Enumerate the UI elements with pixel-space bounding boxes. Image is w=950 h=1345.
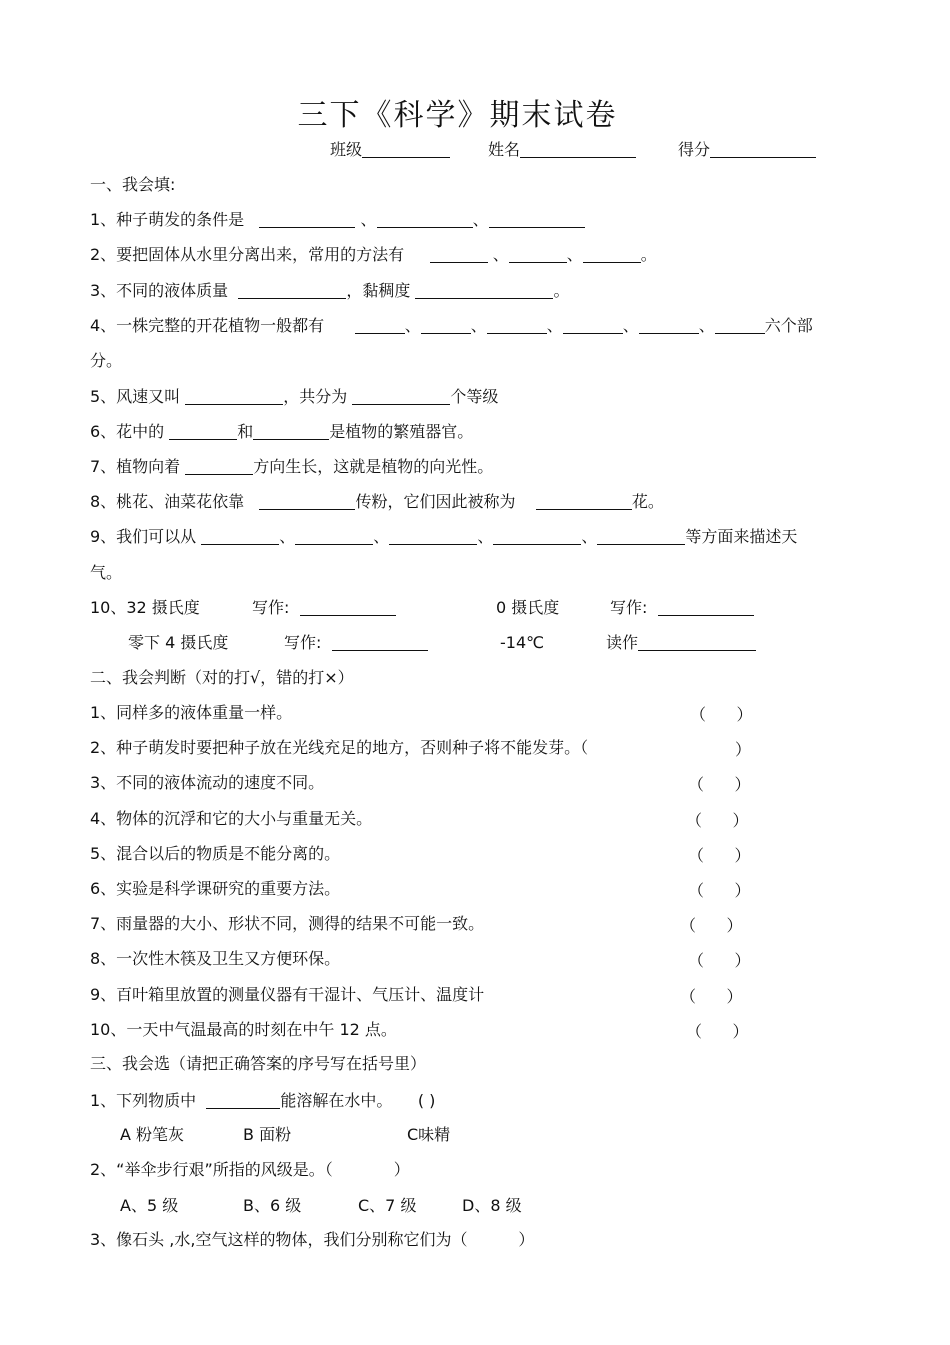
judge-item-3: 3、不同的液体流动的速度不同。 [90,773,325,792]
choice-2-option-c[interactable]: C、7 级 [358,1196,417,1215]
choice-question-2: 2、“举伞步行艰”所指的风级是。（ ） [90,1160,410,1179]
answer-blank[interactable] [493,528,581,545]
answer-blank[interactable] [377,211,473,228]
fill-question-3: 3、不同的液体质量 ，黏稠度 。 [90,281,570,300]
choice-2-option-a[interactable]: A、5 级 [120,1196,179,1215]
choice-2-option-b[interactable]: B、6 级 [243,1196,302,1215]
answer-blank[interactable] [415,282,553,299]
fill-question-9: 9、我们可以从 、 、 、 、 等方面来描述天 [90,527,798,546]
answer-blank[interactable] [355,317,405,334]
judge-item-5: 5、混合以后的物质是不能分离的。 [90,844,341,863]
judge-answer-1[interactable]: （ ） [690,705,753,724]
choice-1-option-c[interactable]: C味精 [407,1125,451,1144]
judge-answer-9[interactable]: （ ） [680,987,743,1006]
judge-answer-3[interactable]: （ ） [688,775,751,794]
fill-question-6: 6、花中的 和 是植物的繁殖器官。 [90,422,474,441]
answer-blank[interactable] [206,1092,280,1109]
answer-blank[interactable] [536,493,632,510]
score-field [678,139,816,161]
score-blank[interactable] [710,141,816,158]
class-field [330,139,450,161]
judge-answer-5[interactable]: （ ） [688,846,751,865]
section-heading-judge: 二、我会判断（对的打√，错的打×） [90,668,354,687]
fill-question-1: 1、种子萌发的条件是 、 、 [90,209,585,231]
judge-answer-6[interactable]: （ ） [688,881,751,900]
answer-blank[interactable] [509,246,567,263]
judge-item-1: 1、同样多的液体重量一样。 [90,703,293,722]
fill-question-7: 7、植物向着 方向生长，这就是植物的向光性。 [90,457,494,476]
fill-question-2: 2、要把固体从水里分离出来，常用的方法有 、 、 。 [90,245,657,264]
fill-question-4: 4、一株完整的开花植物一般都有 、 、 、 、 、 六个部 [90,316,813,335]
class-label: 班级 [330,140,363,159]
choice-1-option-b[interactable]: B 面粉 [243,1125,292,1144]
section-heading-fill: 一、我会填: [90,175,176,194]
answer-blank[interactable] [715,317,765,334]
judge-item-6: 6、实验是科学课研究的重要方法。 [90,879,341,898]
answer-blank[interactable] [300,599,396,616]
answer-blank[interactable] [658,599,754,616]
judge-item-7: 7、雨量器的大小、形状不同，测得的结果不可能一致。 [90,914,485,933]
choice-answer-1[interactable]: ( ) [417,1091,436,1110]
judge-item-10: 10、一天中气温最高的时刻在中午 12 点。 [90,1020,397,1039]
temp-c-label: 零下 4 摄氏度 [128,633,229,652]
name-field [488,139,636,161]
choice-question-1: 1、下列物质中 能溶解在水中。 ( ) [90,1091,436,1110]
section-heading-choice: 三、我会选（请把正确答案的序号写在括号里） [90,1054,427,1073]
answer-blank[interactable] [597,528,685,545]
score-label: 得分 [678,140,711,159]
answer-blank[interactable] [639,317,699,334]
answer-blank[interactable] [169,423,237,440]
answer-blank[interactable] [563,317,623,334]
answer-blank[interactable] [583,246,641,263]
answer-blank[interactable] [638,634,756,651]
judge-answer-10[interactable]: （ ） [686,1022,749,1041]
judge-item-9: 9、百叶箱里放置的测量仪器有干湿计、气压计、温度计 [90,985,485,1004]
answer-blank[interactable] [389,528,477,545]
fill-question-8: 8、桃花、油菜花依靠 传粉，它们因此被称为 花。 [90,492,664,511]
answer-blank[interactable] [259,493,355,510]
class-blank[interactable] [362,141,450,158]
judge-item-2: 2、种子萌发时要把种子放在光线充足的地方，否则种子将不能发芽。（ [90,738,589,757]
choice-answer-3[interactable]: ） [518,1230,535,1249]
fill-question-4-cont: 分。 [90,351,123,370]
answer-blank[interactable] [201,528,279,545]
temp-b-write: 写作: [610,597,754,619]
answer-blank[interactable] [295,528,373,545]
answer-blank[interactable] [185,388,283,405]
judge-answer-8[interactable]: （ ） [688,951,751,970]
fill-question-9-cont: 气。 [90,563,123,582]
judge-answer-2[interactable]: ） [735,740,752,759]
choice-2-option-d[interactable]: D、8 级 [462,1196,522,1215]
temp-b-label: 0 摄氏度 [496,598,560,617]
answer-blank[interactable] [352,388,450,405]
judge-item-4: 4、物体的沉浮和它的大小与重量无关。 [90,809,373,828]
temp-c-write: 写作: [284,632,428,654]
answer-blank[interactable] [430,246,488,263]
temp-d-read: 读作 [606,632,756,654]
judge-answer-4[interactable]: （ ） [686,811,749,830]
answer-blank[interactable] [421,317,471,334]
judge-answer-7[interactable]: （ ） [680,916,743,935]
answer-blank[interactable] [259,211,355,228]
temp-a-write: 写作: [252,597,396,619]
answer-blank[interactable] [185,458,253,475]
name-blank[interactable] [520,141,636,158]
choice-1-option-a[interactable]: A 粉笔灰 [120,1125,185,1144]
answer-blank[interactable] [253,423,329,440]
name-label: 姓名 [488,140,521,159]
answer-blank[interactable] [332,634,428,651]
answer-blank[interactable] [238,282,346,299]
answer-blank[interactable] [487,317,547,334]
choice-question-3: 3、像石头 ,水,空气这样的物体，我们分别称它们为（ ） [90,1230,535,1249]
temp-d-label: -14℃ [500,633,545,652]
temp-a-label: 10、32 摄氏度 [90,598,200,617]
page-title: 三下《科学》期末试卷 [297,98,618,133]
choice-answer-2[interactable]: ） [393,1160,410,1179]
judge-item-8: 8、一次性木筷及卫生又方便环保。 [90,949,341,968]
fill-question-5: 5、风速又叫 ，共分为 个等级 [90,387,499,406]
answer-blank[interactable] [489,211,585,228]
